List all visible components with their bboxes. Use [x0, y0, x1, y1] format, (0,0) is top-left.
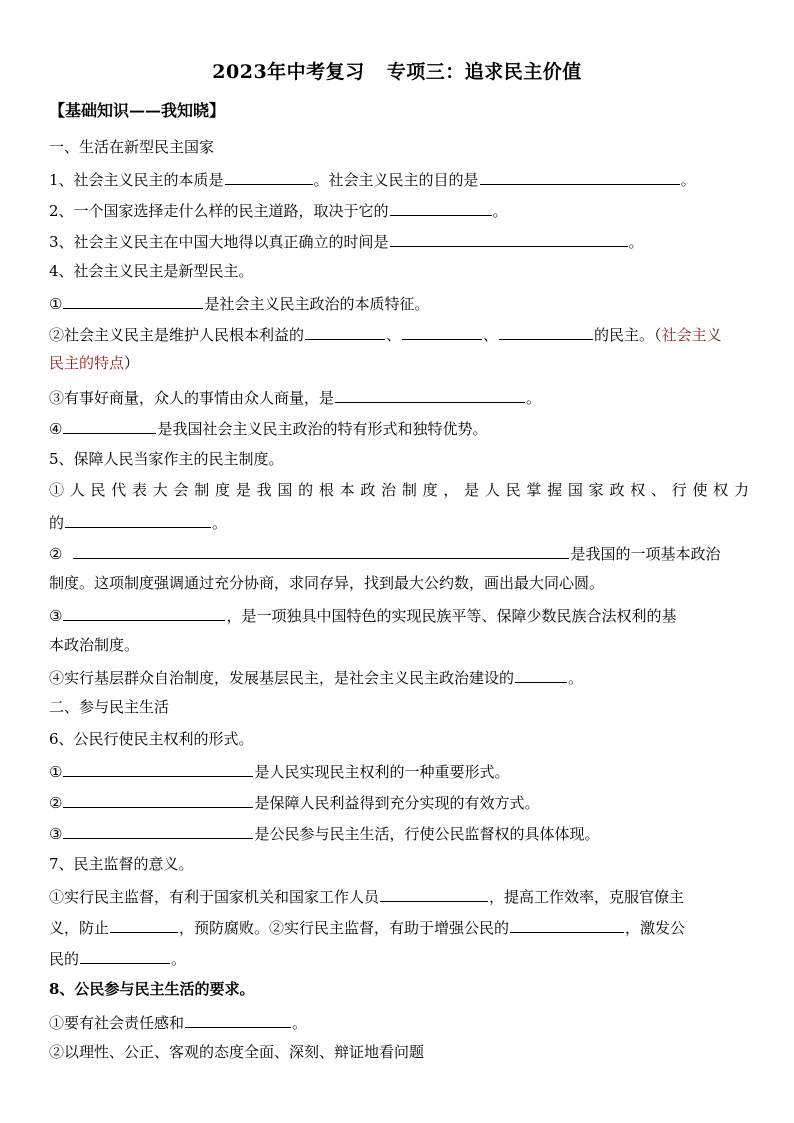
blank-7-2a[interactable] [110, 916, 178, 933]
title-topic: 专项三：追求民主价值 [386, 61, 582, 83]
blank-7-1[interactable] [380, 885, 488, 902]
question-1: 1、社会主义民主的本质是 。社会主义民主的目的是 。 [49, 168, 749, 190]
blank-2[interactable] [390, 199, 492, 216]
question-7: 7、民主监督的意义。 [49, 855, 194, 873]
question-5-2: ② 是我国的一项基本政治 [49, 542, 749, 564]
heading-part-two: 二、参与民主生活 [49, 698, 170, 716]
blank-5-1[interactable] [65, 511, 211, 528]
blank-8-1[interactable] [185, 1011, 291, 1028]
section-header: 【基础知识——我知晓】 [49, 101, 226, 120]
heading-part-one: 一、生活在新型民主国家 [49, 138, 215, 156]
blank-6-3[interactable] [63, 822, 253, 839]
hint-text: 社会主义 [661, 326, 722, 344]
blank-5-4[interactable] [515, 666, 567, 683]
question-5-3-cont: 本政治制度。 [49, 636, 140, 654]
question-4-1: ① 是社会主义民主政治的本质特征。 [49, 292, 749, 314]
question-5-3: ③ ，是一项独具中国特色的实现民族平等、保障少数民族合法权利的基 [49, 604, 749, 626]
question-7-2: 义，防止 ，预防腐败。②实行民主监督，有助于增强公民的 ，激发公 [49, 916, 749, 938]
question-5-1: ①人民代表大会制度是我国的根本政治制度，是人民掌握国家政权、行使权力 [49, 481, 749, 499]
blank-4-2b[interactable] [402, 323, 482, 340]
question-6-2: ② 是保障人民利益得到充分实现的有效方式。 [49, 791, 749, 813]
question-4-3: ③有事好商量，众人的事情由众人商量，是 。 [49, 386, 749, 408]
hint-text-cont: 民主的特点 [49, 354, 125, 372]
blank-4-4[interactable] [63, 417, 156, 434]
question-5-1-cont: 的 。 [49, 511, 749, 533]
blank-5-2[interactable] [73, 542, 569, 559]
blank-1b[interactable] [480, 168, 680, 185]
question-4-2-cont: 民主的特点） [49, 354, 140, 372]
blank-4-1[interactable] [63, 292, 203, 309]
blank-5-3[interactable] [63, 604, 225, 621]
question-7-1: ①实行民主监督，有利于国家机关和国家工作人员 ，提高工作效率，克服官僚主 [49, 885, 749, 907]
question-8-2: ②以理性、公正、客观的态度全面、深刻、辩证地看问题 [49, 1043, 425, 1061]
blank-1a[interactable] [225, 168, 313, 185]
question-3: 3、社会主义民主在中国大地得以真正确立的时间是 。 [49, 230, 749, 252]
question-4-4: ④ 是我国社会主义民主政治的特有形式和独特优势。 [49, 417, 749, 439]
question-6-3: ③ 是公民参与民主生活，行使公民监督权的具体体现。 [49, 822, 749, 844]
blank-4-2c[interactable] [499, 323, 593, 340]
blank-6-1[interactable] [63, 760, 253, 777]
question-5-2-cont: 制度。这项制度强调通过充分协商，求同存异，找到最大公约数，画出最大同心圆。 [49, 574, 605, 592]
question-4-2: ②社会主义民主是维护人民根本利益的 、 、 的民主。（社会主义 [49, 323, 749, 345]
question-6: 6、公民行使民主权利的形式。 [49, 730, 254, 748]
blank-4-2a[interactable] [305, 323, 385, 340]
blank-3[interactable] [390, 230, 628, 247]
question-8-1: ①要有社会责任感和 。 [49, 1011, 749, 1033]
blank-6-2[interactable] [63, 791, 253, 808]
question-5-4: ④实行基层群众自治制度，发展基层民主，是社会主义民主政治建设的 。 [49, 666, 749, 688]
blank-4-3[interactable] [335, 386, 525, 403]
question-6-1: ① 是人民实现民主权利的一种重要形式。 [49, 760, 749, 782]
page-title [0, 57, 794, 84]
question-5: 5、保障人民当家作主的民主制度。 [49, 450, 284, 468]
blank-7-3[interactable] [80, 947, 170, 964]
blank-7-2b[interactable] [510, 916, 624, 933]
question-2: 2、一个国家选择走什么样的民主道路，取决于它的 。 [49, 199, 749, 221]
title-year-review: 2023年中考复习 [212, 61, 365, 83]
question-4: 4、社会主义民主是新型民主。 [49, 262, 254, 280]
question-7-3: 民的 。 [49, 947, 749, 969]
question-8: 8、公民参与民主生活的要求。 [49, 980, 255, 998]
